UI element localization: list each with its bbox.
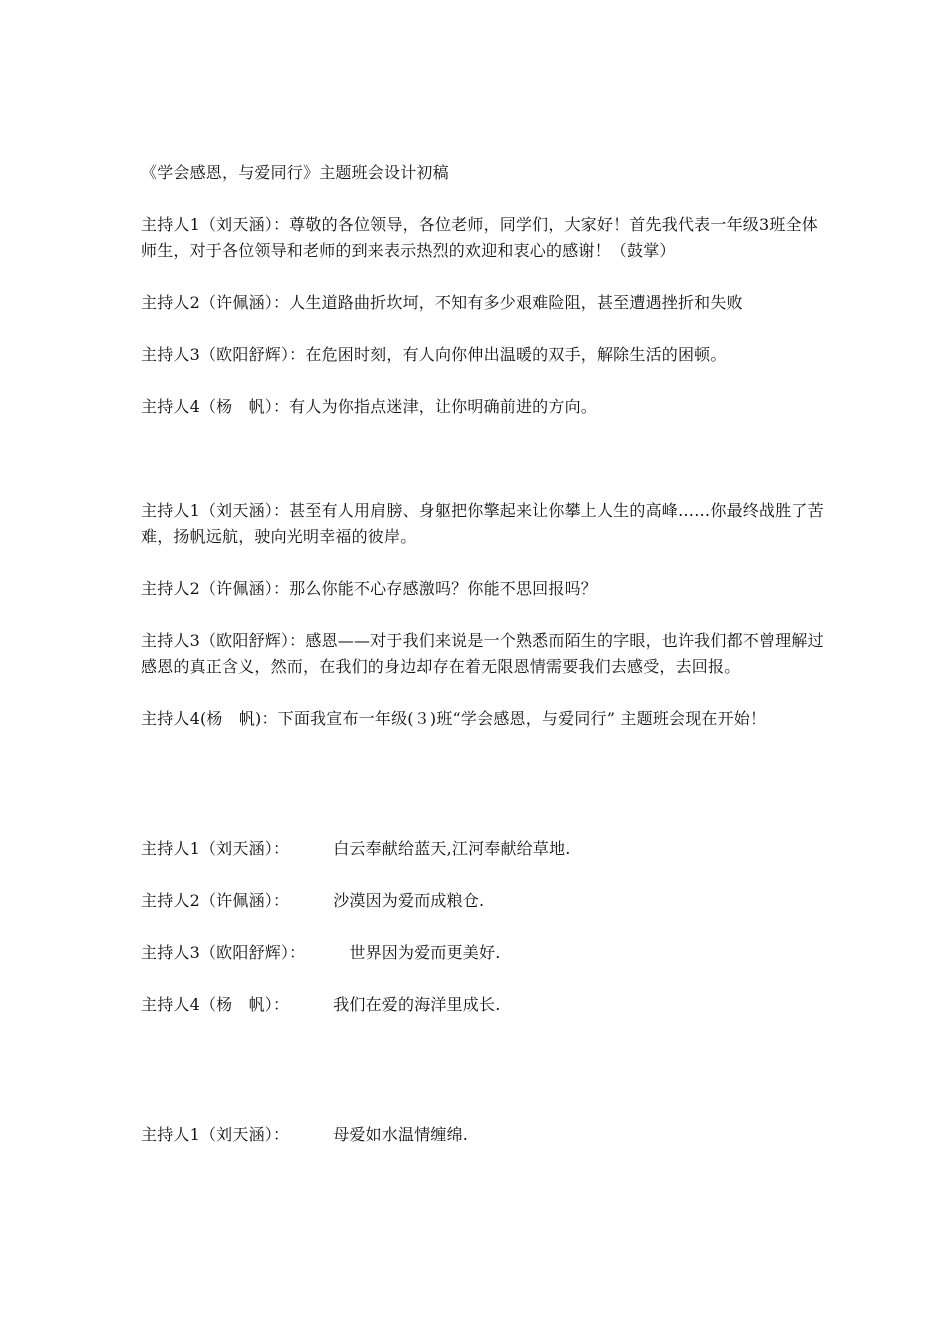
paragraph-host4-intro: 主持人4（杨 帆）：有人为你指点迷津，让你明确前进的方向。 [141, 397, 597, 416]
paragraph-host3-intro: 主持人3（欧阳舒辉）：在危困时刻，有人向你伸出温暖的双手，解除生活的困顿。 [141, 345, 727, 364]
speaker-label: 主持人1（刘天涵）： [141, 1125, 290, 1144]
dialogue-line [141, 940, 831, 966]
dialogue-line [141, 836, 831, 862]
paragraph-host3-second: 主持人3（欧阳舒辉）：感恩——对于我们来说是一个熟悉而陌生的字眼，也许我们都不曾理解过感恩的真正含义，然而，在我们的身边却存在着无限恩情需要我们去感受，去回报。 [141, 631, 824, 676]
dialogue-text: 母爱如水温情缠绵. [333, 1125, 469, 1144]
speaker-label: 主持人1（刘天涵）： [141, 839, 290, 858]
dialogue-text: 我们在爱的海洋里成长. [333, 995, 501, 1014]
dialogue-text: 世界因为爱而更美好. [349, 943, 501, 962]
paragraph-host2-intro: 主持人2（许佩涵）：人生道路曲折坎坷，不知有多少艰难险阻，甚至遭遇挫折和失败 [141, 293, 743, 312]
dialogue-line [141, 888, 831, 914]
speaker-label: 主持人2（许佩涵）： [141, 891, 290, 910]
spacer [141, 446, 831, 498]
speaker-label: 主持人3（欧阳舒辉）： [141, 943, 306, 962]
paragraph-host1-second: 主持人1（刘天涵）：甚至有人用肩膀、身躯把你擎起来让你攀上人生的高峰……你最终战胜了苦难，扬帆远航，驶向光明幸福的彼岸。 [141, 501, 824, 546]
dialogue-line [141, 992, 831, 1018]
paragraph-host1-intro: 主持人1（刘天涵）：尊敬的各位领导，各位老师，同学们，大家好！首先我代表一年级3班全体师生，对于各位领导和老师的到来表示热烈的欢迎和衷心的感谢！（鼓掌） [141, 215, 818, 260]
dialogue-line [141, 1122, 831, 1148]
paragraph-host2-second: 主持人2（许佩涵）：那么你能不心存感激吗？你能不思回报吗？ [141, 579, 597, 598]
document-body [141, 160, 831, 1174]
paragraph-host4-announcement: 主持人4(杨 帆)：下面我宣布一年级(３)班“学会感恩，与爱同行” 主题班会现在开始！ [141, 709, 767, 728]
dialogue-text: 沙漠因为爱而成粮仓. [333, 891, 485, 910]
document-title: 《学会感恩，与爱同行》主题班会设计初稿 [141, 163, 449, 182]
spacer [141, 1044, 831, 1122]
spacer [141, 758, 831, 836]
speaker-label: 主持人4（杨 帆）： [141, 995, 290, 1014]
dialogue-text: 白云奉献给蓝天,江河奉献给草地. [333, 839, 571, 858]
